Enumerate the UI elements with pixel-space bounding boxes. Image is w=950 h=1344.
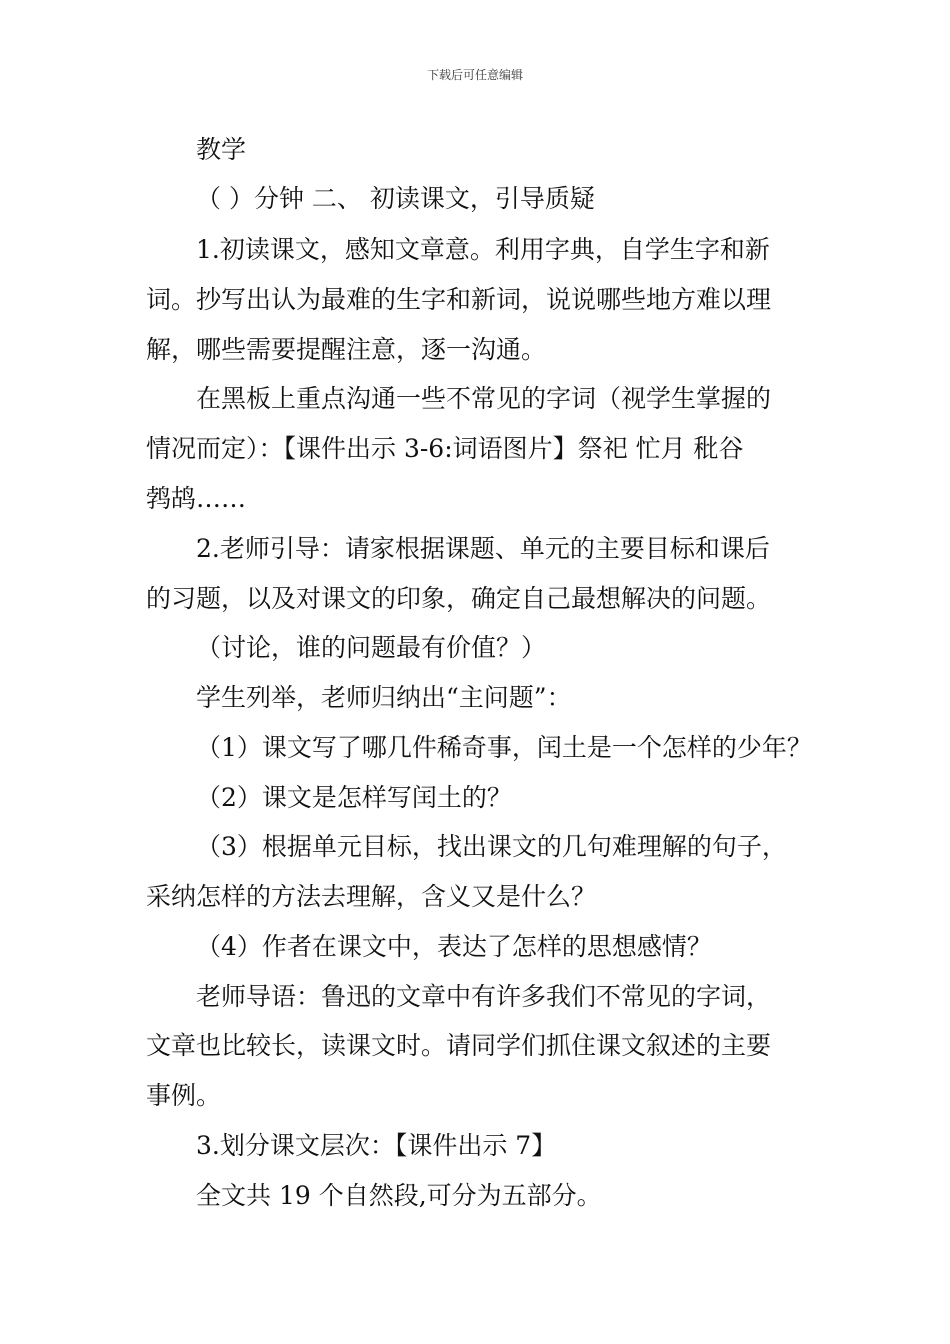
text-line: 鹁鸪…… xyxy=(146,484,247,513)
text-line: 事例。 xyxy=(146,1081,222,1110)
question-item: （3）根据单元目标，找出课文的几句难理解的句子， xyxy=(196,832,787,861)
text-line: 在黑板上重点沟通一些不常见的字词（视学生掌握的 xyxy=(196,384,772,413)
section-heading: （ ）分钟 二、 初读课文，引导质疑 xyxy=(196,184,595,213)
text-line: 2.老师引导：请家根据课题、单元的主要目标和课后 xyxy=(196,534,770,563)
text-line: 教学 xyxy=(196,135,247,164)
question-item: （4）作者在课文中，表达了怎样的思想感情？ xyxy=(196,932,712,961)
text-line: 老师导语：鲁迅的文章中有许多我们不常见的字词， xyxy=(196,982,772,1011)
text-line: 词。抄写出认为最难的生字和新词，说说哪些地方难以理 xyxy=(146,285,772,314)
text-line: 解，哪些需要提醒注意，逐一沟通。 xyxy=(146,335,547,364)
text-line: 3.划分课文层次：【课件出示 7】 xyxy=(196,1131,557,1160)
page-header: 下载后可任意编辑 xyxy=(426,68,523,82)
question-item: （2）课文是怎样写闰土的？ xyxy=(196,783,512,812)
question-item: （1）课文写了哪几件稀奇事，闰土是一个怎样的少年？ xyxy=(196,733,812,762)
text-line: 全文共 19 个自然段,可分为五部分。 xyxy=(196,1181,602,1210)
text-line: 学生列举，老师归纳出“主问题”： xyxy=(196,683,572,712)
text-line: 1.初读课文，感知文章意。利用字典，自学生字和新 xyxy=(196,235,770,264)
text-line: 文章也比较长，读课文时。请同学们抓住课文叙述的主要 xyxy=(146,1031,772,1060)
text-line: 情况而定）：【课件出示 3-6:词语图片】祭祀 忙月 秕谷 xyxy=(146,434,744,463)
text-line: 采纳怎样的方法去理解，含义又是什么？ xyxy=(146,882,597,911)
text-line: 的习题，以及对课文的印象，确定自己最想解决的问题。 xyxy=(146,584,772,613)
text-line: （讨论，谁的问题最有价值？） xyxy=(196,633,547,662)
